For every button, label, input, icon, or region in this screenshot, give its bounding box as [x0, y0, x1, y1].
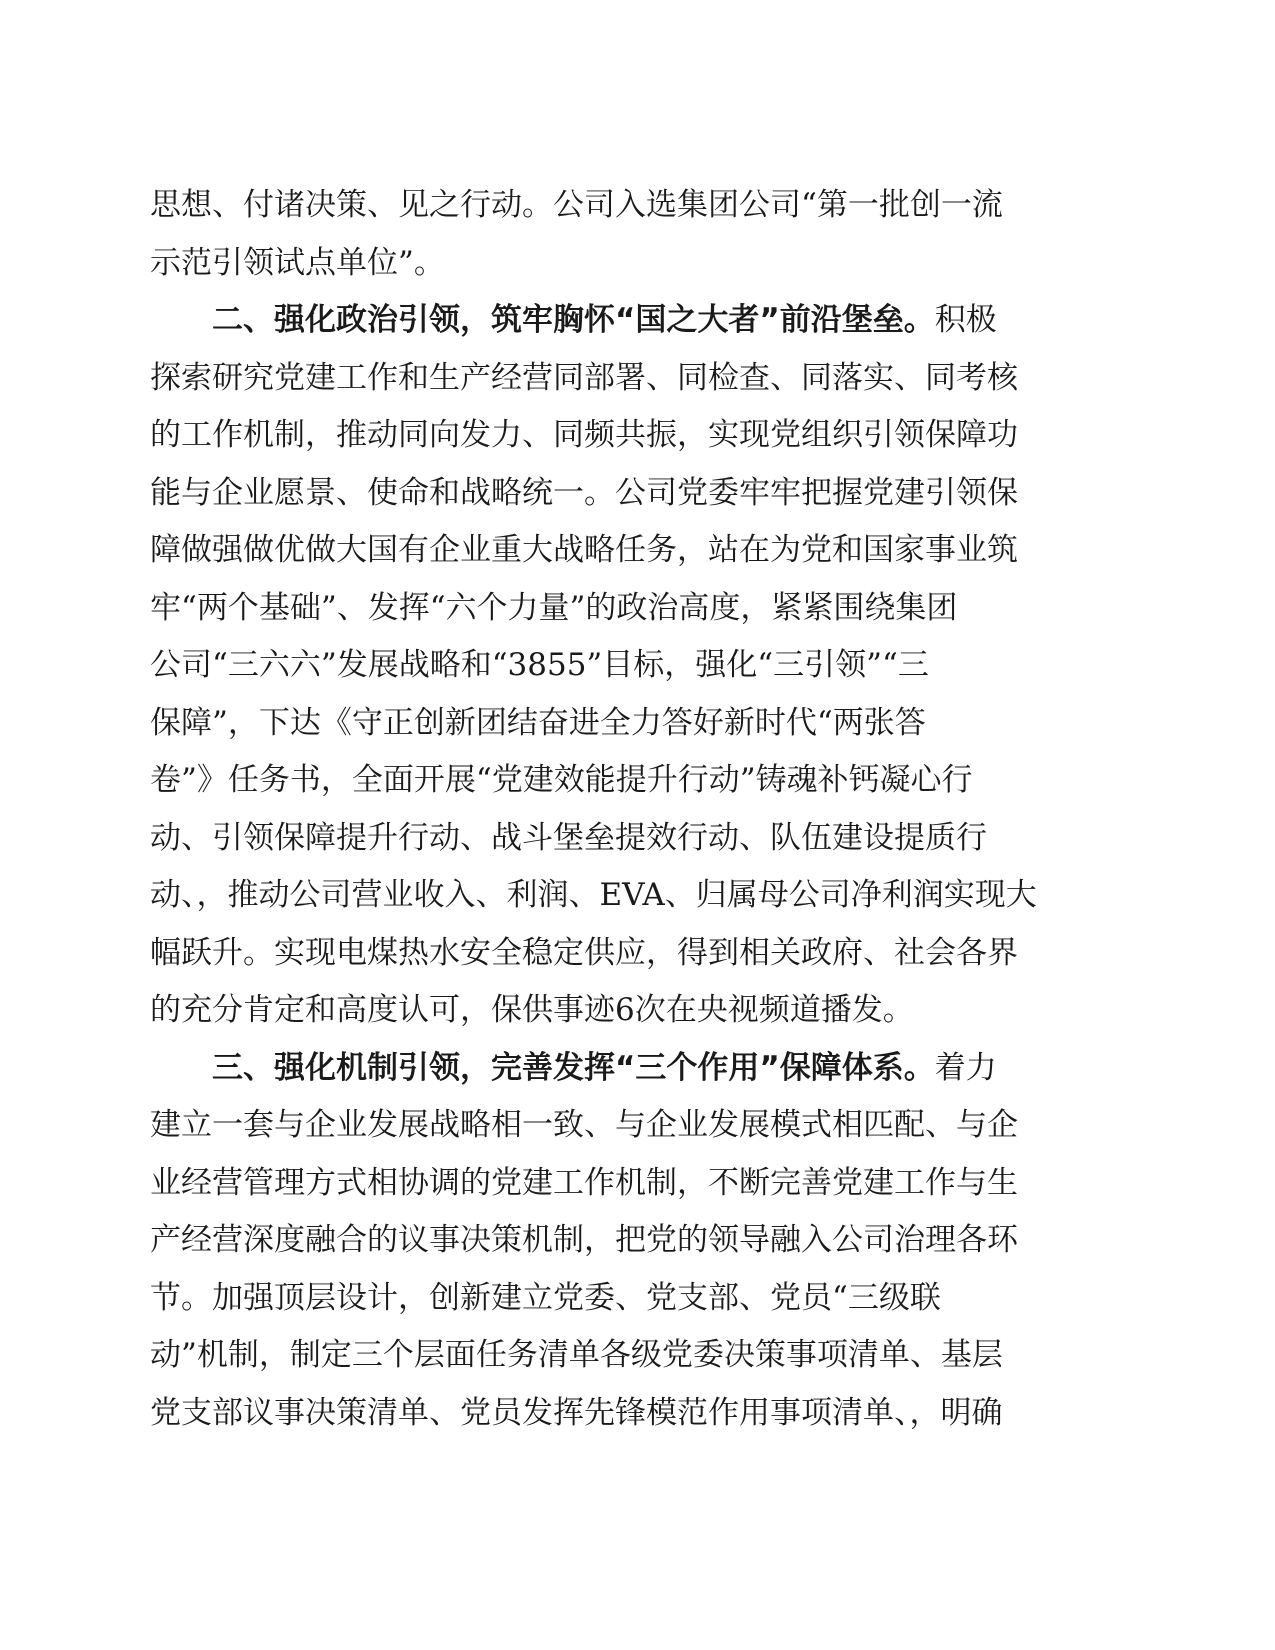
text-line: 动、引领保障提升行动、战斗堡垒提效行动、队伍建设提质行: [150, 819, 987, 856]
text-line: 公司“三六六”发展战略和“3855”目标，强化“三引领”“三: [150, 647, 929, 683]
text-line: 党支部议事决策清单、党员发挥先锋模范作用事项清单、，明确: [150, 1394, 1003, 1431]
section-2-first-line: [150, 292, 1080, 350]
text-line: 障做强做优做大国有企业重大战略任务，站在为党和国家事业筑: [150, 532, 1018, 568]
text-line: 动”机制，制定三个层面任务清单各级党委决策事项清单、基层: [150, 1337, 1003, 1373]
text-line: 业经营管理方式相协调的党建工作机制，不断完善党建工作与生: [150, 1164, 1018, 1201]
section-2-heading: 二、强化政治引领，筑牢胸怀“国之大者”前沿堡垒。: [212, 302, 935, 338]
text-line: 示范引领试点单位”。: [150, 244, 445, 281]
text-line: 产经营深度融合的议事决策机制，把党的领导融入公司治理各环: [150, 1222, 1018, 1258]
text-line: 幅跃升。实现电煤热水安全稳定供应，得到相关政府、社会各界: [150, 934, 1018, 971]
section-2-first-line-rest: 积极: [934, 302, 997, 338]
text-line: 节。加强顶层设计，创新建立党委、党支部、党员“三级联: [150, 1279, 941, 1316]
text-line: 能与企业愿景、使命和战略统一。公司党委牢牢把握党建引领保: [150, 474, 1018, 511]
section-3-first-line: [150, 1040, 1080, 1098]
text-line: 保障”，下达《守正创新团结奋进全力答好新时代“两张答: [150, 704, 926, 741]
text-line: 动、，推动公司营业收入、利润、EVA、归属母公司净利润实现大: [150, 877, 1037, 913]
text-line: 的充分肯定和高度认可，保供事迹6次在央视频道播发。: [150, 992, 914, 1028]
text-line: 卷”》任务书，全面开展“党建效能提升行动”铸魂补钙凝心行: [150, 762, 973, 798]
section-3-heading: 三、强化机制引领，完善发挥“三个作用”保障体系。: [212, 1049, 935, 1086]
text-line: 的工作机制，推动同向发力、同频共振，实现党组织引领保障功: [150, 417, 1018, 453]
document-body: [150, 177, 1080, 1442]
text-line: 探索研究党建工作和生产经营同部署、同检查、同落实、同考核: [150, 359, 1018, 396]
section-3-first-line-rest: 着力: [934, 1049, 997, 1086]
text-line: 牢“两个基础”、发挥“六个力量”的政治高度，紧紧围绕集团: [150, 589, 958, 626]
text-line: 建立一套与企业发展战略相一致、与企业发展模式相匹配、与企: [150, 1107, 1018, 1143]
text-line: 思想、付诸决策、见之行动。公司入选集团公司“第一批创一流: [150, 187, 1003, 223]
